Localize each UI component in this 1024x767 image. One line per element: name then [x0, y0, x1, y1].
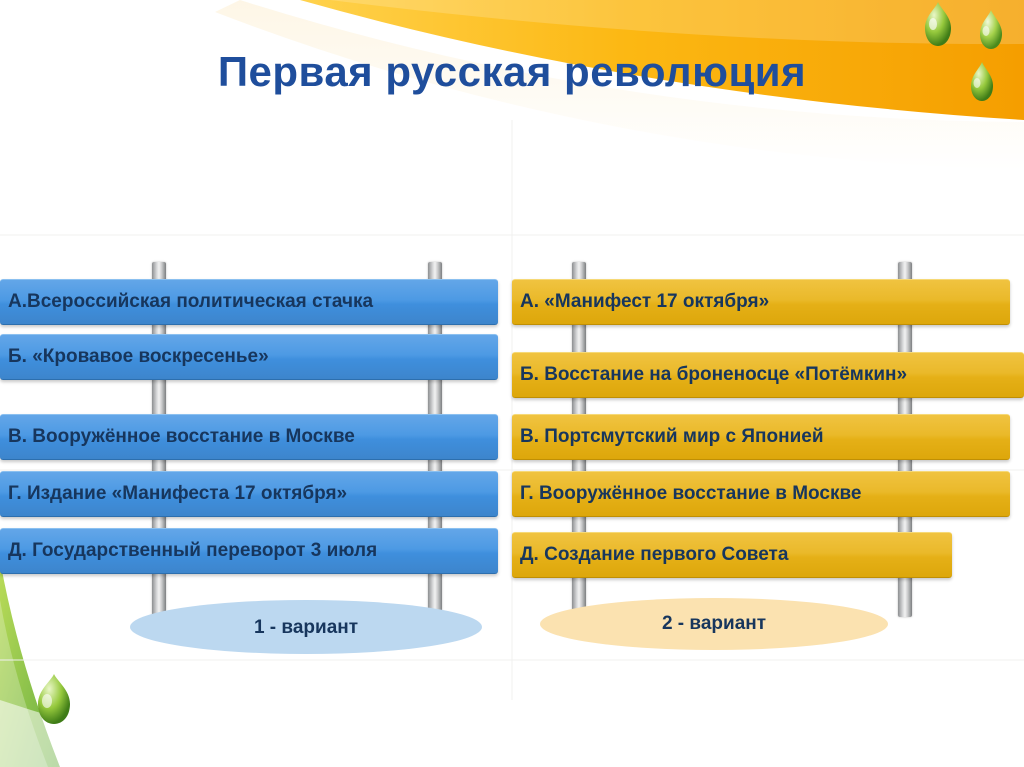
variant-2-item-2[interactable] [512, 352, 1024, 398]
variant-2-label: 2 - вариант [661, 613, 767, 634]
variant-1-item-5-label: Д. Государственный переворот 3 июля [8, 540, 378, 561]
variant-1-item-3[interactable] [0, 414, 498, 460]
variant-2-item-2-label: Б. Восстание на броненосце «Потёмкин» [520, 364, 908, 385]
variant-2-item-4[interactable] [512, 471, 1010, 517]
variant-1-item-5[interactable] [0, 528, 498, 574]
variant-2-item-3-label: В. Портсмутский мир с Японией [520, 426, 824, 447]
variant-1-item-2-label: Б. «Кровавое воскресенье» [8, 346, 269, 367]
variant-1-item-2[interactable] [0, 334, 498, 380]
variant-1-item-1[interactable] [0, 279, 498, 325]
variant-1-item-1-label: А.Всероссийская политическая стачка [8, 291, 374, 312]
variant-1-label: 1 - вариант [253, 617, 359, 638]
variant-1-item-4[interactable] [0, 471, 498, 517]
variant-2-item-5[interactable] [512, 532, 952, 578]
variant-2-item-5-label: Д. Создание первого Совета [520, 544, 789, 565]
variant-2-item-1-label: А. «Манифест 17 октября» [520, 291, 770, 312]
variant-2-item-3[interactable] [512, 414, 1010, 460]
variant-1-item-3-label: В. Вооружённое восстание в Москве [8, 426, 355, 447]
variant-2-item-1[interactable] [512, 279, 1010, 325]
variant-2-item-4-label: Г. Вооружённое восстание в Москве [520, 483, 862, 504]
variant-1-item-4-label: Г. Издание «Манифеста 17 октября» [8, 483, 348, 504]
page-title: Первая русская революция [217, 48, 807, 95]
